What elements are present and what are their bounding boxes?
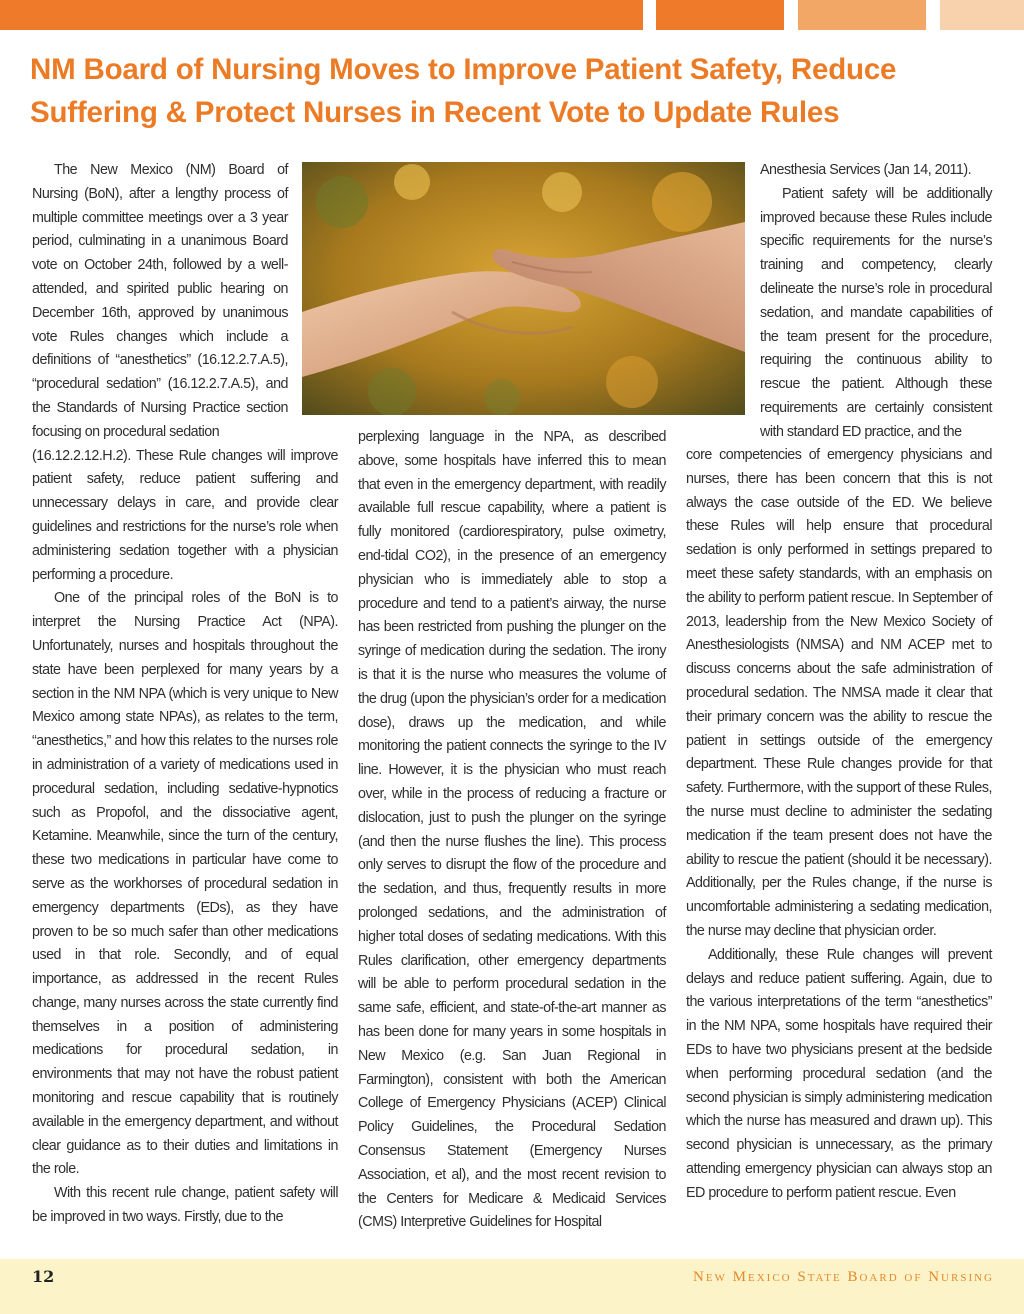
article-column-1	[32, 159, 338, 1230]
body-paragraph: One of the principal roles of the BoN is to interpret the Nursing Practice Act (NPA). Unfortunately, nurses and hospitals throughout the state have been perplexed for many years by a section in the NM NPA (which is very unique to New Mexico among state NPAs), as relates to the term, “anesthetics,” and how this relates to the nurses role in administration of a variety of medications used in procedural sedation, including sedative-hypnotics such as Propofol, and the dissociative agent, Ketamine. Meanwhile, since the turn of the century, these two medications in particular have come to serve as the workhorses of procedural sedation in emergency departments (EDs), as they have proven to be so much safer than other medications used in that role. Secondly, and of equal importance, as addressed in the recent Rules change, many nurses across the state currently find themselves in a position of administering medications for procedural sedation, in environments that may not have the robust patient monitoring and rescue capability that is routinely available in the emergency department, and without clear guidance as to their duties and limitations in the role.	[32, 590, 338, 1178]
article-column-3	[686, 444, 992, 1206]
title-line-2: Suffering & Protect Nurses in Recent Vote to Update Rules	[30, 96, 840, 129]
title-line-1: NM Board of Nursing Moves to Improve Patient Safety, Reduce	[30, 53, 897, 86]
top-bar-segment	[0, 0, 643, 30]
body-paragraph: perplexing language in the NPA, as described above, some hospitals have inferred this to mean that even in the emergency department, with readily available full rescue capability, where a patient is fully monitored (cardiorespiratory, pulse oximetry, end-tidal CO2), in the presence of an emergency physician who is immediately able to stop a procedure and tend to a patient’s airway, the nurse has been restricted from pushing the plunger on the syringe of medication during the sedation. The irony is that it is the nurse who measures the volume of the drug (upon the physician’s order for a medication dose), draws up the medication, and while monitoring the patient connects the syringe to the IV line. However, it is the physician who must reach over, while in the process of reducing a fracture or dislocation, just to push the plunger on the syringe (and then the nurse flushes the line). This process only serves to disrupt the flow of the procedure and the sedation, and thus, frequently results in more prolonged sedations, and the administration of higher total doses of sedating medications. With this Rules clarification, other emergency departments will be able to perform procedural sedation in the same safe, efficient, and state-of-the-art manner as has been done for many years in some hospitals in New Mexico (e.g. San Juan Regional in Farmington), consistent with both the American College of Emergency Physicians (ACEP) Clinical Policy Guidelines, the Procedural Sedation Consensus Statement (Emergency Nurses Association, et al), and the most recent revision to the Centers for Medicare & Medicaid Services (CMS) Interpretive Guidelines for Hospital	[358, 429, 666, 1231]
hands-photo	[302, 162, 745, 415]
body-paragraph: Additionally, these Rule changes will prevent delays and reduce patient suffering. Again, due to the various interpretations of the term “anesthetics” in the NM NPA, some hospitals have required their EDs to have two physicians present at the bedside when performing procedural sedation (and the second physician is simply administering medication which the nurse has measured and drawn up). This second physician is unnecessary, as the primary attending emergency physician can always stop an ED procedure to perform patient rescue. Even	[686, 946, 992, 1201]
page-number: 12	[32, 1267, 55, 1286]
article-column-2	[358, 426, 666, 1235]
body-paragraph: (16.12.2.12.H.2). These Rule changes will improve patient safety, reduce patient suffering and unnecessary delays in care, and provide clear guidelines and restrictions for the nurse’s role when administering sedation together with a physician performing a procedure.	[32, 447, 338, 583]
body-paragraph: With this recent rule change, patient safety will be improved in two ways. Firstly, due to the	[32, 1185, 338, 1226]
body-paragraph: The New Mexico (NM) Board of Nursing (BoN), after a lengthy process of multiple committee meetings over a 3 year period, culminating in a unanimous Board vote on October 24th, followed by a well-attended, and spirited public hearing on December 16th, approved by unanimous vote Rules changes which include a definitions of “anesthetics” (16.12.2.7.A.5), “procedural sedation” (16.12.2.7.A.5), and the Standards of Nursing Practice section focusing on procedural sedation	[32, 162, 288, 440]
page-footer	[0, 1259, 1024, 1314]
top-color-bar	[0, 0, 1024, 30]
body-paragraph: Anesthesia Services (Jan 14, 2011).	[760, 162, 972, 178]
body-paragraph: Patient safety will be additionally improved because these Rules include specific requirements for the nurse’s training and competency, clearly delineate the nurse’s role in procedural sedation, and mandate capabilities of the team present for the procedure, requiring the continuous ability to rescue the patient. Although these requirements are certainly consistent with standard ED practice, and the	[760, 185, 992, 440]
column-1-top-wrap	[32, 159, 288, 445]
body-paragraph: core competencies of emergency physicians and nurses, there has been concern that this is not always the case outside of the ED. We believe these Rules will help ensure that procedural sedation is only performed in settings prepared to meet these safety standards, with an emphasis on the ability to perform patient rescue. In September of 2013, leadership from the New Mexico Society of Anesthesiologists (NMSA) and NM ACEP met to discuss concerns about the safe administration of procedural sedation. The NMSA made it clear that their primary concern was the ability to rescue the patient in settings outside of the emergency department. These Rule changes provide for that safety. Furthermore, with the support of these Rules, the nurse must decline to administer the sedating medication if the team present does not have the ability to rescue the patient (should it be necessary). Additionally, per the Rules change, if the nurse is uncomfortable administering a sedating medication, the nurse may decline that physician order.	[686, 447, 992, 939]
article-title	[30, 48, 990, 134]
top-bar-segment	[656, 0, 784, 30]
article-column-3-top	[760, 159, 992, 445]
publication-name: New Mexico State Board of Nursing	[693, 1269, 994, 1285]
top-bar-segment	[940, 0, 1024, 30]
top-bar-segment	[798, 0, 926, 30]
